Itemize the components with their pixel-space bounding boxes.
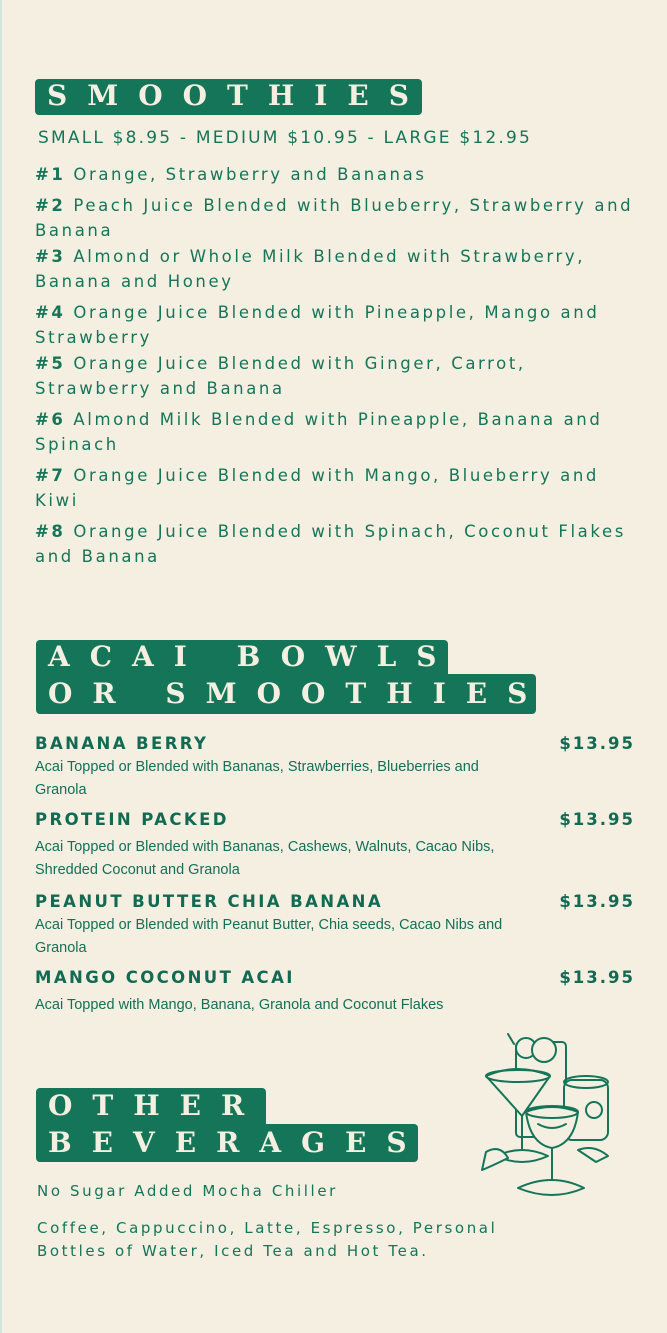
smoothie-item <box>35 300 635 351</box>
smoothie-description: Almond or Whole Milk Blended with Strawberry, Banana and Honey <box>35 246 586 291</box>
acai-title-line2: OR SMOOTHIES <box>48 677 548 710</box>
acai-item <box>35 890 635 960</box>
smoothie-description: Orange Juice Blended with Spinach, Coconut Flakes and Banana <box>35 521 626 566</box>
smoothie-number: #2 <box>35 195 66 215</box>
smoothie-list <box>35 162 635 570</box>
smoothie-item <box>35 244 635 295</box>
smoothie-description: Orange Juice Blended with Mango, Blueberry and Kiwi <box>35 465 599 510</box>
smoothie-number: #6 <box>35 409 66 429</box>
cocktail-drinks-illustration-icon <box>478 1032 618 1204</box>
beverages-title-line1: OTHER <box>48 1089 265 1122</box>
smoothie-number: #5 <box>35 353 66 373</box>
smoothie-item <box>35 162 635 188</box>
smoothie-item <box>35 351 635 402</box>
beverage-mocha-chiller: No Sugar Added Mocha Chiller <box>37 1182 338 1200</box>
acai-item-price: $13.95 <box>559 734 635 753</box>
acai-list <box>35 732 635 1017</box>
smoothie-description: Peach Juice Blended with Blueberry, Strawberry and Banana <box>35 195 634 240</box>
acai-item-description: Acai Topped or Blended with Bananas, Strawberries, Blueberries and Granola <box>35 759 479 798</box>
page-edge-line <box>0 0 2 1333</box>
acai-item <box>35 732 635 802</box>
smoothies-title-banner <box>35 79 429 115</box>
smoothie-item <box>35 407 635 458</box>
smoothie-number: #7 <box>35 465 66 485</box>
smoothie-description: Orange Juice Blended with Ginger, Carrot, Strawberry and Banana <box>35 353 526 398</box>
acai-item-name: MANGO COCONUT ACAI <box>35 968 295 987</box>
beverages-title-line2: BEVERAGES <box>48 1126 427 1159</box>
acai-item-description: Acai Topped or Blended with Bananas, Cashews, Walnuts, Cacao Nibs, Shredded Coconut and Granola <box>35 839 495 878</box>
acai-item-description: Acai Topped or Blended with Peanut Butter, Chia seeds, Cacao Nibs and Granola <box>35 917 503 956</box>
smoothie-item <box>35 463 635 514</box>
smoothie-size-prices: SMALL $8.95 - MEDIUM $10.95 - LARGE $12.95 <box>38 128 532 148</box>
smoothie-number: #1 <box>35 165 66 184</box>
acai-item-description: Acai Topped with Mango, Banana, Granola and Coconut Flakes <box>35 997 444 1013</box>
beverage-list: Coffee, Cappuccino, Latte, Espresso, Personal Bottles of Water, Iced Tea and Hot Tea. <box>37 1219 498 1260</box>
smoothie-number: #8 <box>35 521 66 541</box>
smoothie-description: Orange Juice Blended with Pineapple, Mango and Strawberry <box>35 302 600 347</box>
smoothie-description: Orange, Strawberry and Bananas <box>73 165 427 184</box>
acai-item <box>35 808 635 882</box>
smoothie-item <box>35 193 635 244</box>
acai-title-line1: ACAI BOWLS <box>48 640 457 673</box>
acai-item-price: $13.95 <box>559 810 635 829</box>
smoothie-description: Almond Milk Blended with Pineapple, Banana and Spinach <box>35 409 603 454</box>
smoothies-title: SMOOTHIES <box>47 79 429 112</box>
acai-item-name: PROTEIN PACKED <box>35 810 229 829</box>
smoothie-number: #3 <box>35 246 66 266</box>
smoothie-number: #4 <box>35 302 66 322</box>
acai-item-price: $13.95 <box>559 892 635 911</box>
acai-title-banner-line1 <box>36 640 457 674</box>
smoothie-item <box>35 519 635 570</box>
beverages-title-banner-line2 <box>36 1124 427 1162</box>
acai-item-name: BANANA BERRY <box>35 734 209 753</box>
acai-title-banner-line2 <box>36 674 548 714</box>
acai-item-name: PEANUT BUTTER CHIA BANANA <box>35 892 384 911</box>
beverages-title-banner-line1 <box>36 1088 266 1124</box>
acai-item-price: $13.95 <box>559 968 635 987</box>
acai-item <box>35 966 635 1017</box>
